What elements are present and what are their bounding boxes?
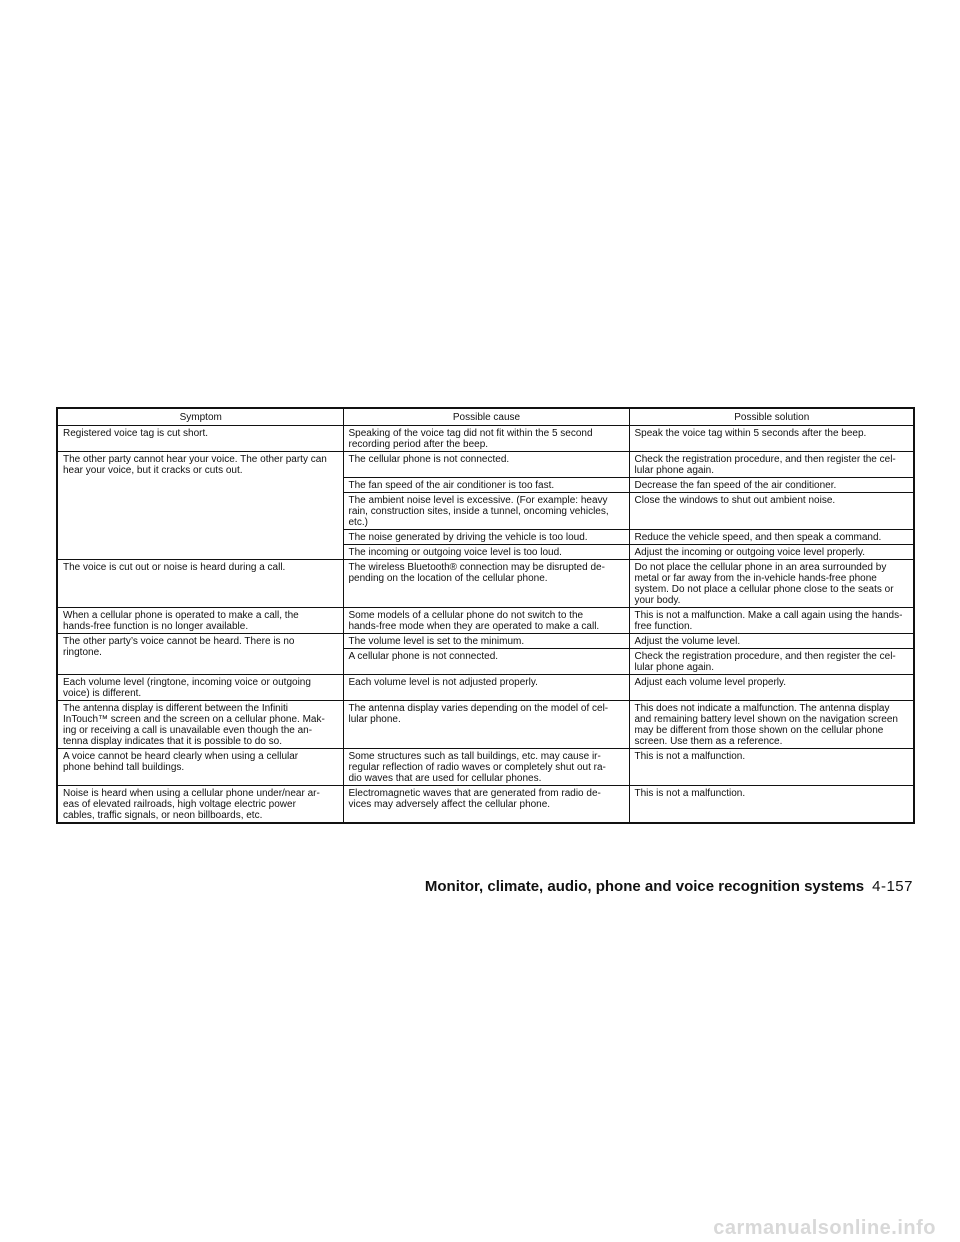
table-row	[57, 701, 914, 749]
cause-cell: Electromagnetic waves that are generated from radio de- vices may adversely affect the cellular phone.	[343, 786, 629, 824]
table-row	[57, 634, 914, 649]
symptom-cell: The voice is cut out or noise is heard during a call.	[57, 560, 343, 608]
solution-cell: Reduce the vehicle speed, and then speak a command.	[629, 530, 914, 545]
solution-cell: Adjust each volume level properly.	[629, 675, 914, 701]
table-row	[57, 452, 914, 478]
header-possible-solution: Possible solution	[629, 408, 914, 426]
table-row	[57, 426, 914, 452]
symptom-cell: Registered voice tag is cut short.	[57, 426, 343, 452]
table-row	[57, 675, 914, 701]
solution-cell: This is not a malfunction.	[629, 786, 914, 824]
table-row	[57, 608, 914, 634]
page-footer	[0, 877, 913, 897]
symptom-cell: Each volume level (ringtone, incoming voice or outgoing voice) is different.	[57, 675, 343, 701]
cause-cell: The noise generated by driving the vehicle is too loud.	[343, 530, 629, 545]
cause-cell: The wireless Bluetooth® connection may be disrupted de- pending on the location of the cellular phone.	[343, 560, 629, 608]
watermark: carmanualsonline.info	[713, 1217, 936, 1239]
solution-cell: This is not a malfunction.	[629, 749, 914, 786]
cause-cell: A cellular phone is not connected.	[343, 649, 629, 675]
header-possible-cause: Possible cause	[343, 408, 629, 426]
symptom-cell: The antenna display is different between the Infiniti InTouch™ screen and the screen on a cellular phone. Mak- ing or receiving a call is unavailable even though the an- tenna display indicates that it is possible to do so.	[57, 701, 343, 749]
symptom-cell: When a cellular phone is operated to make a call, the hands-free function is no longer available.	[57, 608, 343, 634]
solution-cell: Adjust the incoming or outgoing voice level properly.	[629, 545, 914, 560]
solution-cell: Speak the voice tag within 5 seconds after the beep.	[629, 426, 914, 452]
table-row	[57, 749, 914, 786]
troubleshooting-table-container	[56, 407, 913, 824]
table-row	[57, 786, 914, 824]
page-number: 4-157	[872, 878, 913, 895]
cause-cell: The volume level is set to the minimum.	[343, 634, 629, 649]
cause-cell: Each volume level is not adjusted properly.	[343, 675, 629, 701]
troubleshooting-table	[56, 407, 915, 824]
solution-cell: Adjust the volume level.	[629, 634, 914, 649]
solution-cell: This is not a malfunction. Make a call again using the hands- free function.	[629, 608, 914, 634]
table-header-row	[57, 408, 914, 426]
solution-cell: Check the registration procedure, and then register the cel- lular phone again.	[629, 452, 914, 478]
section-title: Monitor, climate, audio, phone and voice recognition systems	[424, 878, 865, 895]
solution-cell: This does not indicate a malfunction. The antenna display and remaining battery level shown on the navigation screen may be different from those shown on the cellular phone screen. Use them as a reference.	[629, 701, 914, 749]
cause-cell: Some structures such as tall buildings, etc. may cause ir- regular reflection of radio waves or completely shut out ra- dio waves that are used for cellular phones.	[343, 749, 629, 786]
symptom-cell: Noise is heard when using a cellular phone under/near ar- eas of elevated railroads, high voltage electric power cables, traffic signals, or neon billboards, etc.	[57, 786, 343, 824]
cause-cell: The fan speed of the air conditioner is too fast.	[343, 478, 629, 493]
symptom-cell: The other party cannot hear your voice. The other party can hear your voice, but it cracks or cuts out.	[57, 452, 343, 560]
cause-cell: The incoming or outgoing voice level is too loud.	[343, 545, 629, 560]
solution-cell: Decrease the fan speed of the air conditioner.	[629, 478, 914, 493]
cause-cell: Speaking of the voice tag did not fit within the 5 second recording period after the beep.	[343, 426, 629, 452]
cause-cell: The ambient noise level is excessive. (For example: heavy rain, construction sites, inside a tunnel, oncoming vehicles, etc.)	[343, 493, 629, 530]
cause-cell: Some models of a cellular phone do not switch to the hands-free mode when they are operated to make a call.	[343, 608, 629, 634]
solution-cell: Check the registration procedure, and then register the cel- lular phone again.	[629, 649, 914, 675]
solution-cell: Do not place the cellular phone in an area surrounded by metal or far away from the in-vehicle hands-free phone system. Do not place a cellular phone close to the seats or your body.	[629, 560, 914, 608]
symptom-cell: A voice cannot be heard clearly when using a cellular phone behind tall buildings.	[57, 749, 343, 786]
header-symptom: Symptom	[57, 408, 343, 426]
solution-cell: Close the windows to shut out ambient noise.	[629, 493, 914, 530]
table-row	[57, 560, 914, 608]
symptom-cell: The other party’s voice cannot be heard. There is no ringtone.	[57, 634, 343, 675]
cause-cell: The cellular phone is not connected.	[343, 452, 629, 478]
cause-cell: The antenna display varies depending on the model of cel- lular phone.	[343, 701, 629, 749]
